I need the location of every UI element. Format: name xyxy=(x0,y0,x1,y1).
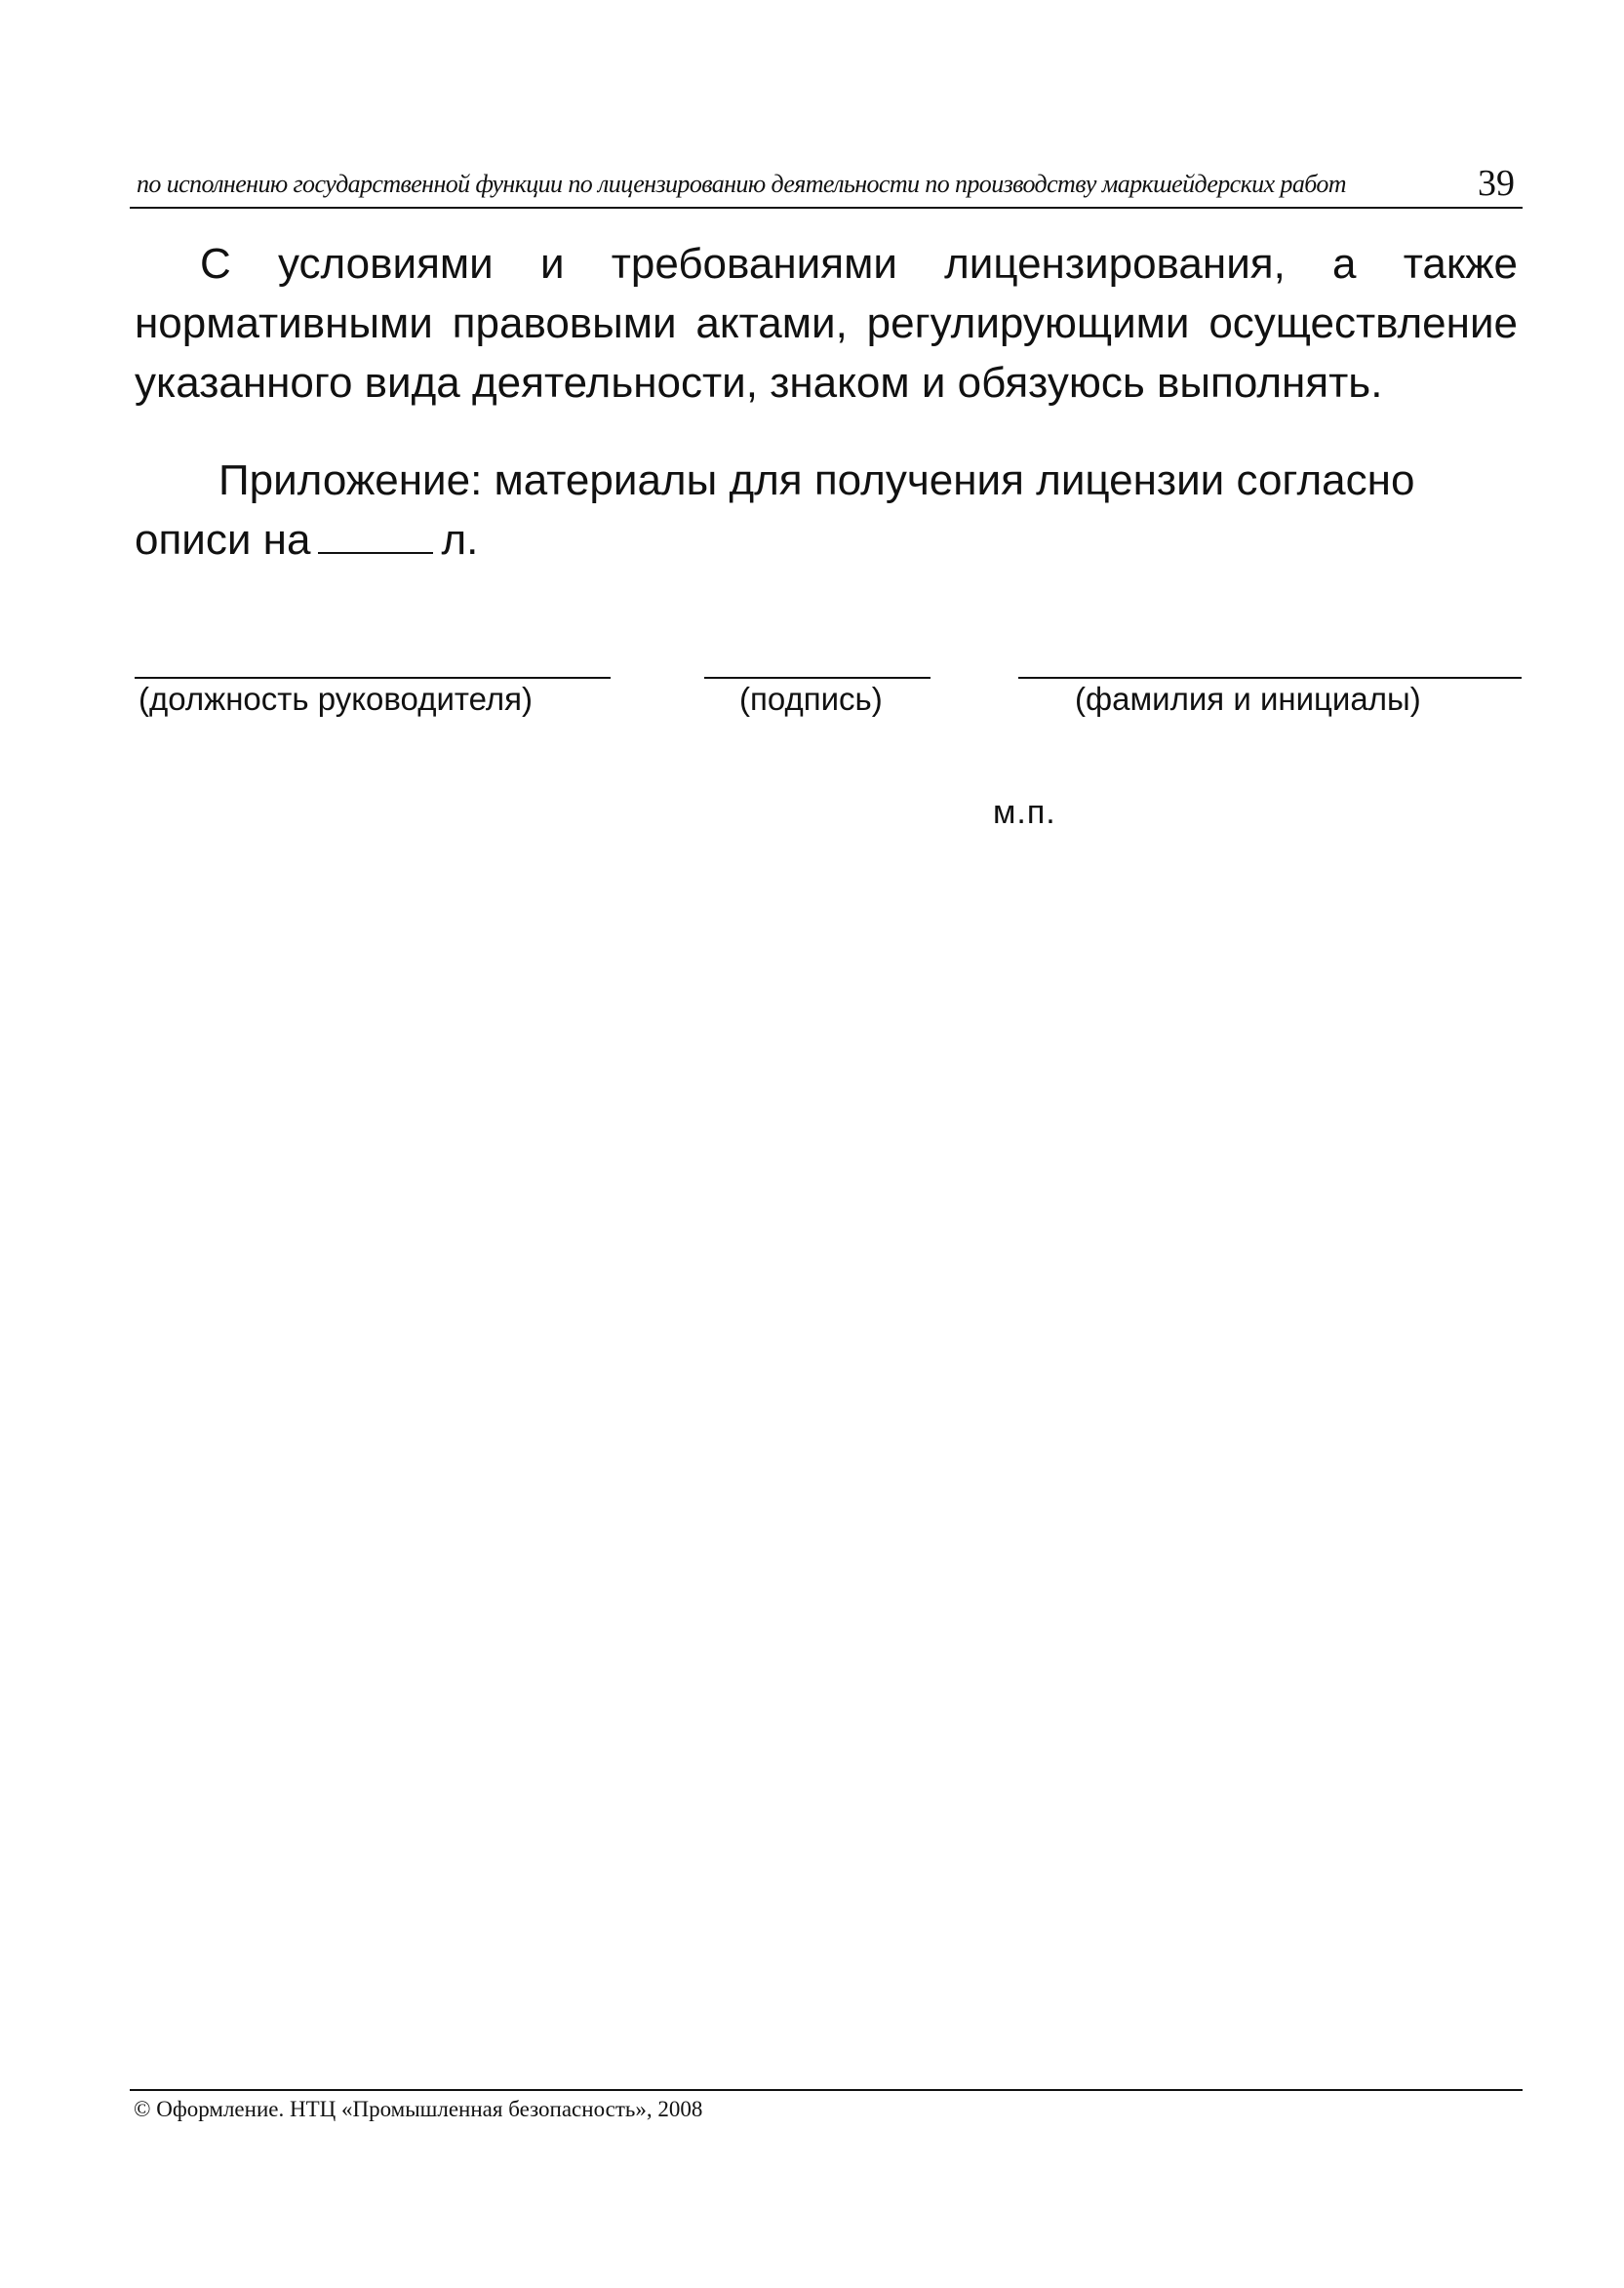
attachment-text: Приложение: материалы для получения лицензии согласно описи на xyxy=(135,456,1415,564)
name-caption: (фамилия и инициалы) xyxy=(1075,681,1421,717)
position-caption: (должность руководителя) xyxy=(139,681,533,717)
attachment-unit: л. xyxy=(441,516,479,564)
page-number: 39 xyxy=(1478,163,1515,204)
acknowledgement-paragraph: С условиями и требованиями лицензирования, а также нормативными правовыми актами, регулирующими осуществление указанного вида деятельности, знаком и обязуюсь выполнять. xyxy=(135,240,1518,407)
signature-caption: (подпись) xyxy=(739,681,883,717)
attachment-paragraph xyxy=(135,451,1518,570)
signature-line xyxy=(704,677,931,679)
running-header xyxy=(130,164,1523,209)
position-signature-line xyxy=(135,677,611,679)
name-signature-line xyxy=(1018,677,1522,679)
running-title: по исполнению государственной функции по лицензированию деятельности по производству маркшейдерских работ xyxy=(137,170,1346,198)
page-footer xyxy=(130,2089,1523,2121)
copyright-notice: © Оформление. НТЦ «Промышленная безопасность», 2008 xyxy=(134,2097,703,2121)
stamp-place-mark: м.п. xyxy=(993,794,1056,831)
sheet-count-blank xyxy=(318,517,433,554)
